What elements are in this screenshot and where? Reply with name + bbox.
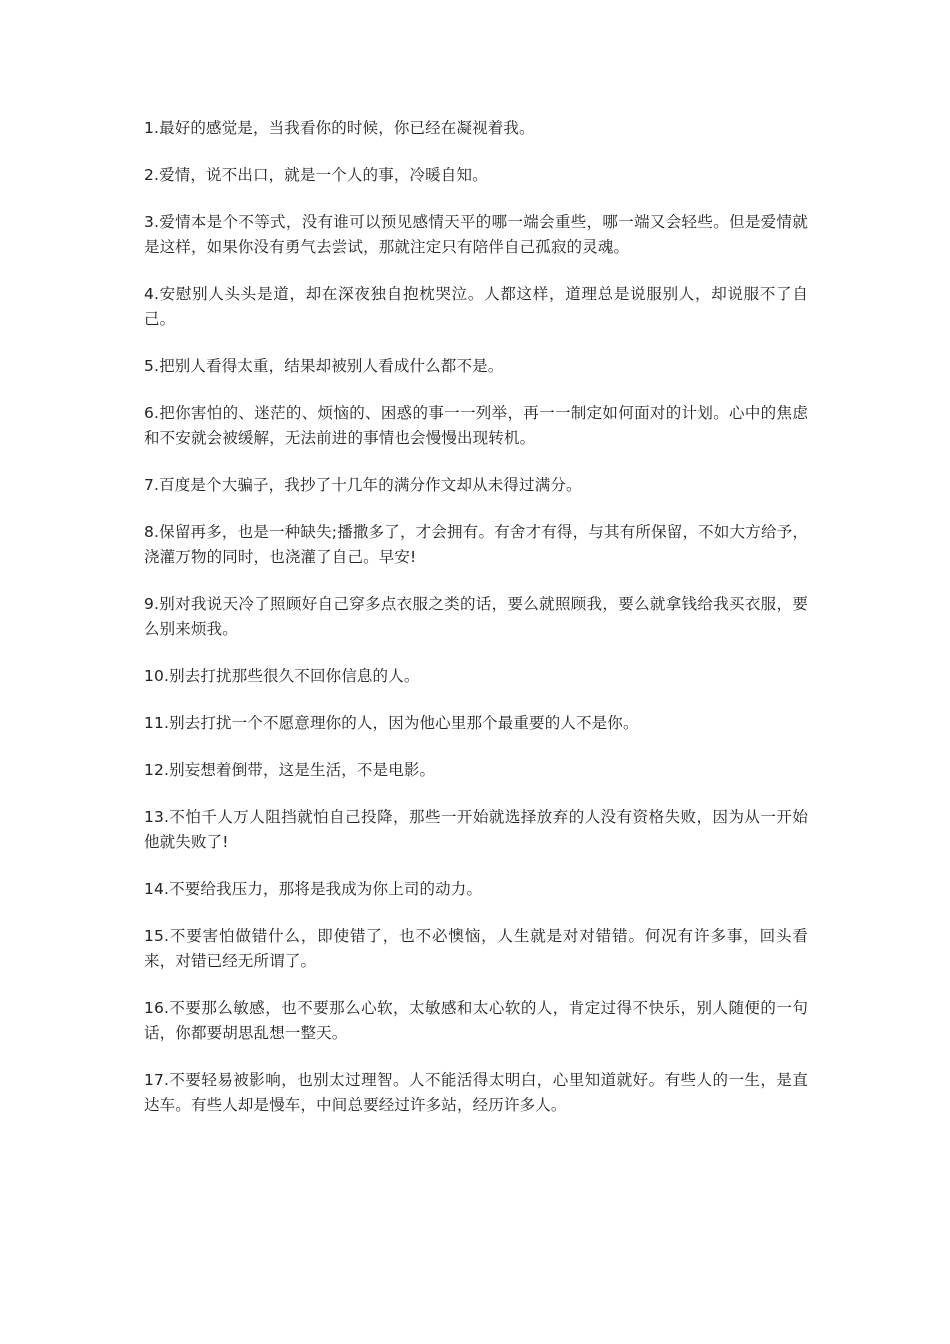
quote-paragraph-7: 7.百度是个大骗子，我抄了十几年的满分作文却从未得过满分。 bbox=[144, 476, 582, 494]
quote-paragraph-13: 13.不怕千人万人阻挡就怕自己投降，那些一开始就选择放弃的人没有资格失败，因为从一开始他就失败了! bbox=[144, 808, 808, 851]
quote-paragraph-2: 2.爱情，说不出口，就是一个人的事，冷暖自知。 bbox=[144, 166, 488, 184]
quote-paragraph-12: 12.别妄想着倒带，这是生活，不是电影。 bbox=[144, 761, 436, 779]
document-body bbox=[144, 116, 808, 1140]
quote-paragraph-6: 6.把你害怕的、迷茫的、烦恼的、困惑的事一一列举，再一一制定如何面对的计划。心中的焦虑和不安就会被缓解，无法前进的事情也会慢慢出现转机。 bbox=[144, 404, 808, 447]
quote-paragraph-9: 9.别对我说天冷了照顾好自己穿多点衣服之类的话，要么就照顾我，要么就拿钱给我买衣服，要么别来烦我。 bbox=[144, 595, 808, 638]
quote-paragraph-1: 1.最好的感觉是，当我看你的时候，你已经在凝视着我。 bbox=[144, 119, 535, 137]
quote-paragraph-4: 4.安慰别人头头是道，却在深夜独自抱枕哭泣。人都这样，道理总是说服别人，却说服不了自己。 bbox=[144, 285, 808, 328]
quote-paragraph-17: 17.不要轻易被影响，也别太过理智。人不能活得太明白，心里知道就好。有些人的一生，是直达车。有些人却是慢车，中间总要经过许多站，经历许多人。 bbox=[144, 1071, 808, 1114]
quote-paragraph-3: 3.爱情本是个不等式，没有谁可以预见感情天平的哪一端会重些，哪一端又会轻些。但是爱情就是这样，如果你没有勇气去尝试，那就注定只有陪伴自己孤寂的灵魂。 bbox=[144, 213, 808, 256]
quote-paragraph-10: 10.别去打扰那些很久不回你信息的人。 bbox=[144, 667, 420, 685]
quote-paragraph-15: 15.不要害怕做错什么，即使错了，也不必懊恼，人生就是对对错错。何况有许多事，回头看来，对错已经无所谓了。 bbox=[144, 927, 808, 970]
quote-paragraph-11: 11.别去打扰一个不愿意理你的人，因为他心里那个最重要的人不是你。 bbox=[144, 714, 639, 732]
quote-paragraph-16: 16.不要那么敏感，也不要那么心软，太敏感和太心软的人，肯定过得不快乐，别人随便的一句话，你都要胡思乱想一整天。 bbox=[144, 999, 808, 1042]
quote-paragraph-5: 5.把别人看得太重，结果却被别人看成什么都不是。 bbox=[144, 357, 504, 375]
quote-paragraph-14: 14.不要给我压力，那将是我成为你上司的动力。 bbox=[144, 880, 483, 898]
quote-paragraph-8: 8.保留再多，也是一种缺失;播撒多了，才会拥有。有舍才有得，与其有所保留，不如大方给予，浇灌万物的同时，也浇灌了自己。早安! bbox=[144, 523, 808, 566]
